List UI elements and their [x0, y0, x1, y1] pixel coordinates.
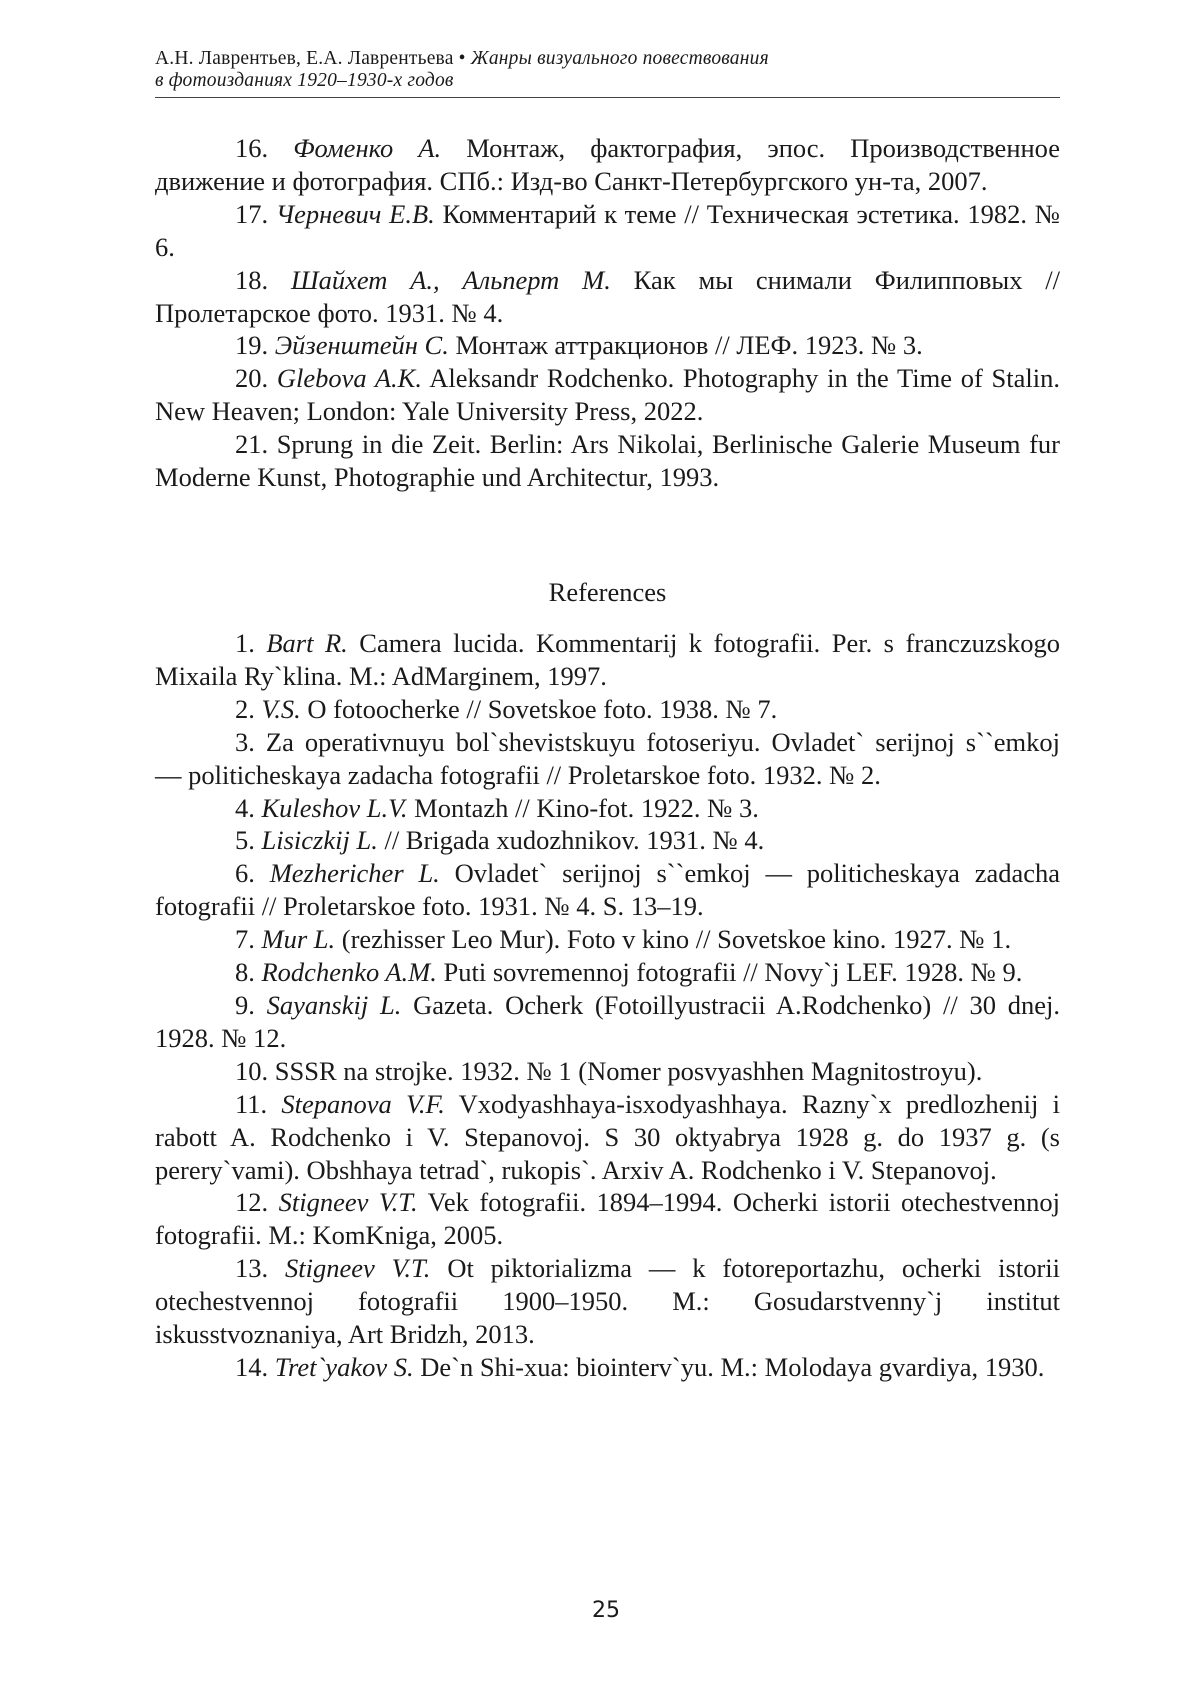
reference-author: Mezhericher L.	[270, 858, 440, 888]
reference-author: Glebova A.K.	[277, 363, 422, 393]
reference-text: (rezhisser Leo Mur). Foto v kino // Sovetskoe kino. 1927. № 1.	[342, 924, 1011, 954]
reference-author: Шайхет А., Альперт М.	[291, 265, 611, 295]
reference-text: Za operativnuyu bol`shevistskuyu fotoseriyu. Ovladet` serijnoj s``emkoj — politicheskaya zadacha fotografii // Proletarskoe foto. 1932. № 2.	[155, 727, 1060, 790]
reference-number: 4.	[235, 793, 255, 823]
reference-number: 17.	[235, 199, 268, 229]
reference-number: 3.	[235, 727, 255, 757]
reference-author: Фоменко А.	[293, 133, 441, 163]
reference-author: Stigneev V.T.	[279, 1187, 418, 1217]
journal-page	[0, 0, 1200, 1703]
reference-entry	[155, 329, 1060, 362]
reference-text: Ovladet` serijnoj s``emkoj — politicheskaya zadacha fotografii // Proletarskoe foto. 1931. № 4. S. 13–19.	[155, 858, 1060, 921]
reference-text: Aleksandr Rodchenko. Photography in the Time of Stalin. New Heaven; London: Yale University Press, 2022.	[155, 363, 1060, 426]
header-authors: А.Н. Лаврентьев, Е.А. Лаврентьева	[155, 48, 454, 69]
reference-author: V.S.	[262, 694, 301, 724]
reference-number: 12.	[235, 1187, 268, 1217]
reference-number: 1.	[235, 628, 255, 658]
reference-entry	[155, 792, 1060, 825]
reference-text: Vek fotografii. 1894–1994. Ocherki istorii otechestvennoj fotografii. M.: KomKniga, 2005.	[155, 1187, 1060, 1250]
reference-text: O fotoocherke // Sovetskoe foto. 1938. № 7.	[307, 694, 777, 724]
reference-text: Ot piktorializma — k fotoreportazhu, ocherki istorii otechestvennoj fotografii 1900–1950. M.: Gosudarstvenny`j institut iskusstvoznaniya, Art Bridzh, 2013.	[155, 1253, 1060, 1349]
reference-entry	[155, 857, 1060, 923]
reference-entry	[155, 362, 1060, 428]
reference-number: 19.	[235, 330, 268, 360]
reference-number: 16.	[235, 133, 268, 163]
reference-text: Sprung in die Zeit. Berlin: Ars Nikolai, Berlinische Galerie Museum fur Moderne Kunst, Photographie und Architectur, 1993.	[155, 429, 1060, 492]
reference-number: 6.	[235, 858, 255, 888]
bibliography-list	[155, 132, 1060, 494]
page-number: 25	[0, 1598, 1200, 1624]
reference-number: 10.	[235, 1056, 268, 1086]
reference-number: 20.	[235, 363, 268, 393]
reference-author: Rodchenko A.M.	[262, 957, 437, 987]
reference-author: Mur L.	[262, 924, 336, 954]
reference-author: Tret`yakov S.	[275, 1352, 414, 1382]
reference-author: Черневич Е.В.	[276, 199, 435, 229]
reference-entry	[155, 132, 1060, 198]
running-head	[155, 48, 1060, 92]
header-title-line1: Жанры визуального повествования	[471, 48, 769, 69]
reference-number: 8.	[235, 957, 255, 987]
reference-author: Bart R.	[266, 628, 347, 658]
reference-entry	[155, 1186, 1060, 1252]
reference-text: Montazh // Kino-fot. 1922. № 3.	[414, 793, 759, 823]
reference-number: 7.	[235, 924, 255, 954]
reference-text: Vxodyashhaya-isxodyashhaya. Razny`x predlozhenij i rabott A. Rodchenko i V. Stepanovoj. S 30 oktyabrya 1928 g. do 1937 g. (s perery`vami). Obshhaya tetrad`, rukopis`. Arxiv A. Rodchenko i V. Stepanovoj.	[155, 1089, 1060, 1185]
reference-text: Монтаж, фактография, эпос. Производственное движение и фотография. СПб.: Изд-во Санкт-Петербургского ун-та, 2007.	[155, 133, 1060, 196]
reference-number: 9.	[235, 990, 255, 1020]
reference-entry	[155, 1252, 1060, 1351]
reference-entry	[155, 923, 1060, 956]
reference-entry	[155, 989, 1060, 1055]
reference-text: SSSR na strojke. 1932. № 1 (Nomer posvyashhen Magnitostroyu).	[275, 1056, 983, 1086]
reference-entry	[155, 693, 1060, 726]
reference-text: Camera lucida. Kommentarij k fotografii. Per. s franczuzskogo Mixaila Ry`klina. M.: AdMarginem, 1997.	[155, 628, 1060, 691]
reference-text: Gazeta. Ocherk (Fotoillyustracii A.Rodchenko) // 30 dnej. 1928. № 12.	[155, 990, 1060, 1053]
reference-entry	[155, 1055, 1060, 1088]
references-heading: References	[155, 576, 1060, 608]
reference-text: // Brigada xudozhnikov. 1931. № 4.	[384, 825, 764, 855]
reference-author: Lisiczkij L.	[262, 825, 378, 855]
reference-entry	[155, 264, 1060, 330]
reference-entry	[155, 1351, 1060, 1384]
reference-entry	[155, 627, 1060, 693]
reference-number: 13.	[235, 1253, 268, 1283]
header-separator: •	[459, 48, 466, 69]
reference-author: Stepanova V.F.	[281, 1089, 444, 1119]
reference-text: De`n Shi-xua: biointerv`yu. M.: Molodaya gvardiya, 1930.	[420, 1352, 1044, 1382]
reference-author: Sayanskij L.	[267, 990, 402, 1020]
reference-text: Puti sovremennoj fotografii // Novy`j LEF. 1928. № 9.	[444, 957, 1023, 987]
reference-number: 5.	[235, 825, 255, 855]
references-list	[155, 627, 1060, 1384]
reference-text: Комментарий к теме // Техническая эстетика. 1982. № 6.	[155, 199, 1060, 262]
reference-entry	[155, 1088, 1060, 1187]
reference-author: Kuleshov L.V.	[262, 793, 408, 823]
reference-number: 18.	[235, 265, 268, 295]
reference-number: 11.	[235, 1089, 267, 1119]
reference-text: Монтаж аттракционов // ЛЕФ. 1923. № 3.	[455, 330, 922, 360]
reference-author: Stigneev V.T.	[285, 1253, 430, 1283]
reference-entry	[155, 956, 1060, 989]
header-rule	[155, 97, 1060, 98]
reference-entry	[155, 824, 1060, 857]
reference-text: Как мы снимали Филипповых // Пролетарское фото. 1931. № 4.	[155, 265, 1060, 328]
header-title-line2: в фотоизданиях 1920–1930-х годов	[155, 70, 454, 91]
reference-entry	[155, 428, 1060, 494]
reference-entry	[155, 726, 1060, 792]
reference-entry	[155, 198, 1060, 264]
reference-author: Эйзенштейн С.	[275, 330, 449, 360]
reference-number: 21.	[235, 429, 268, 459]
reference-number: 2.	[235, 694, 255, 724]
reference-number: 14.	[235, 1352, 268, 1382]
